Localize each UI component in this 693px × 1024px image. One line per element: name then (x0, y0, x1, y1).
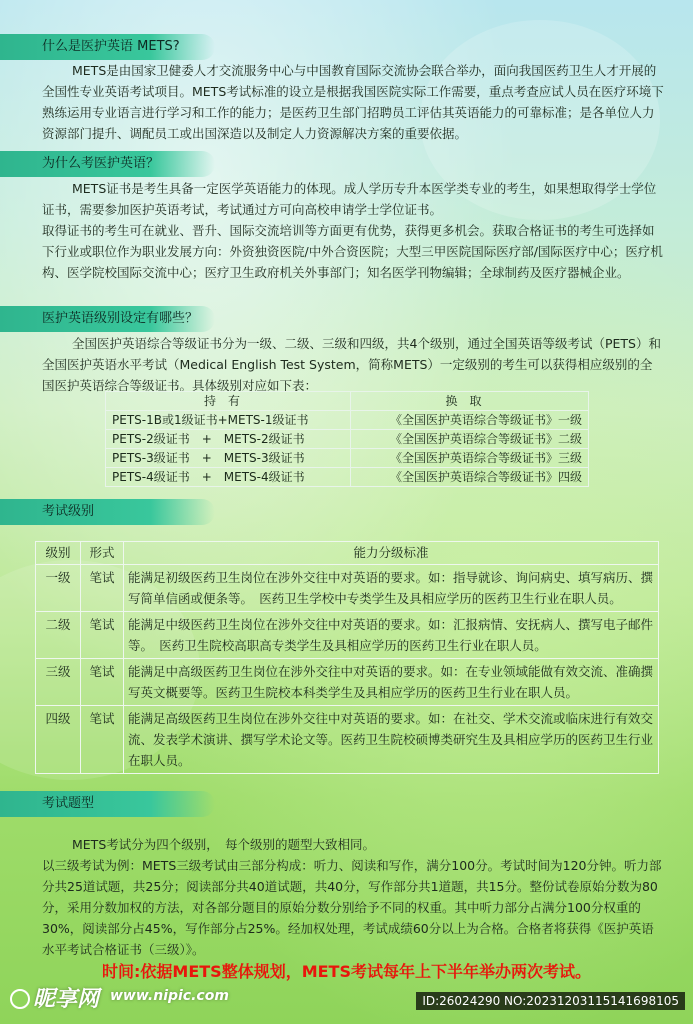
section-header-levels: 医护英语级别设定有哪些？ (0, 306, 215, 332)
table-row (106, 449, 589, 468)
paragraph: 全国医护英语综合等级证书分为一级、二级、三级和四级，共4个级别，通过全国英语等级考试（PETS）和全国医护英语水平考试（Medical English Test System，简称METS）一定级别的考生可以获得相应级别的全国医护英语综合等级证书。具体级别对应如下表： (42, 336, 661, 393)
table-cell: 笔试 (81, 706, 124, 774)
section-body-what-is-mets (42, 60, 664, 144)
table-cell: 笔试 (81, 659, 124, 706)
table-cell: 笔试 (81, 565, 124, 612)
table-cell: 二级 (36, 612, 81, 659)
watermark-url: www.nipic.com (110, 988, 229, 1004)
watermark-id: ID:26024290 NO:20231203115141698105 (416, 992, 685, 1010)
section-body-levels (42, 333, 664, 396)
table-row (36, 565, 659, 612)
section-body-question-types (42, 834, 664, 960)
certificate-table (105, 391, 589, 487)
paragraph: METS考试分为四个级别， 每个级别的题型大致相同。 (72, 837, 376, 852)
table-header-cell: 级别 (36, 542, 81, 565)
table-cell: PETS-3级证书 + METS-3级证书 (106, 449, 351, 468)
table-row (36, 706, 659, 774)
table-cell: 能满足初级医药卫生岗位在涉外交往中对英语的要求。如：指导就诊、询问病史、填写病历、撰写简单信函或便条等。 医药卫生学校中专类学生及具相应学历的医药卫生行业在职人员。 (124, 565, 659, 612)
paragraph: METS是由国家卫健委人才交流服务中心与中国教育国际交流协会联合举办，面向我国医药卫生人才开展的全国性专业英语考试项目。METS考试标准的设立是根据我国医院实际工作需要，重点考查应试人员在医疗环境下熟练运用专业语言进行学习和工作的能力；是医药卫生部门招聘员工评估其英语能力的可靠标准；是各单位人力资源部门提升、调配员工或出国深造以及制定人力资源解决方案的重要依据。 (42, 63, 664, 141)
table-cell: 笔试 (81, 612, 124, 659)
table-cell: 一级 (36, 565, 81, 612)
section-body-why-mets (42, 178, 664, 283)
table-cell: 能满足中级医药卫生岗位在涉外交往中对英语的要求。如：汇报病情、安抚病人、撰写电子邮件等。 医药卫生院校高职高专类学生及具相应学历的医药卫生行业在职人员。 (124, 612, 659, 659)
table-row (106, 430, 589, 449)
exam-level-table (35, 541, 659, 774)
table-header-cell: 能力分级标准 (124, 542, 659, 565)
table-row (36, 659, 659, 706)
table-cell: PETS-4级证书 + METS-4级证书 (106, 468, 351, 487)
table-cell: PETS-1B或1级证书+METS-1级证书 (106, 411, 351, 430)
table-row (36, 612, 659, 659)
table-header-cell: 形式 (81, 542, 124, 565)
table-cell: 《全国医护英语综合等级证书》一级 (351, 411, 589, 430)
table-header-row (106, 392, 589, 411)
table-row (106, 468, 589, 487)
table-cell: 《全国医护英语综合等级证书》四级 (351, 468, 589, 487)
paragraph: 取得证书的考生可在就业、晋升、国际交流培训等方面更有优势，获得更多机会。获取合格证书的考生可选择如下行业或职位作为职业发展方向：外资独资医院/中外合资医院；大型三甲医院国际医疗部/国际医疗中心；医疗机构、医学院校国际交流中心；医疗卫生政府机关外事部门；知名医学刊物编辑；全球制药及医疗器械企业。 (42, 223, 663, 280)
section-header-what-is-mets: 什么是医护英语 METS? (0, 34, 215, 60)
table-cell: 能满足中高级医药卫生岗位在涉外交往中对英语的要求。如：在专业领域能做有效交流、准确撰写英文概要等。医药卫生院校本科类学生及具相应学历的医药卫生行业在职人员。 (124, 659, 659, 706)
table-cell: 能满足高级医药卫生岗位在涉外交往中对英语的要求。如：在社交、学术交流或临床进行有效交流、发表学术演讲、撰写学术论文等。医药卫生院校硕博类研究生及具相应学历的医药卫生行业在职人员。 (124, 706, 659, 774)
table-row (106, 411, 589, 430)
exam-schedule-notice: 时间:依据METS整体规划，METS考试每年上下半年举办两次考试。 (102, 962, 591, 981)
section-header-why-mets: 为什么考医护英语？ (0, 151, 215, 177)
table-cell: 四级 (36, 706, 81, 774)
nipic-logo-icon (10, 989, 30, 1009)
paragraph: 以三级考试为例：METS三级考试由三部分构成：听力、阅读和写作，满分100分。考试时间为120分钟。听力部分共25道试题，共25分；阅读部分共40道试题，共40分，写作部分共1道题，共15分。整份试卷原始分数为80分，采用分数加权的方法，对各部分题目的原始分数分别给予不同的权重。其中听力部分占满分100分权重的30%，阅读部分占45%，写作部分占25%。经加权处理，考试成绩60分以上为合格。合格者将获得《医护英语水平考试合格证书（三级）》。 (42, 858, 662, 957)
table-cell: 三级 (36, 659, 81, 706)
paragraph: METS证书是考生具备一定医学英语能力的体现。成人学历专升本医学类专业的考生，如果想取得学士学位证书，需要参加医护英语考试，考试通过方可向高校申请学士学位证书。 (42, 181, 657, 217)
table-cell: 《全国医护英语综合等级证书》三级 (351, 449, 589, 468)
section-header-exam-levels: 考试级别 (0, 499, 215, 525)
table-cell: 《全国医护英语综合等级证书》二级 (351, 430, 589, 449)
table-header-cell: 换取 (351, 392, 589, 411)
table-header-row (36, 542, 659, 565)
section-header-question-types: 考试题型 (0, 791, 215, 817)
table-header-cell: 持有 (106, 392, 351, 411)
watermark-brand-text: 昵享网 (33, 987, 100, 1012)
watermark-brand (10, 982, 99, 1013)
table-cell: PETS-2级证书 + METS-2级证书 (106, 430, 351, 449)
